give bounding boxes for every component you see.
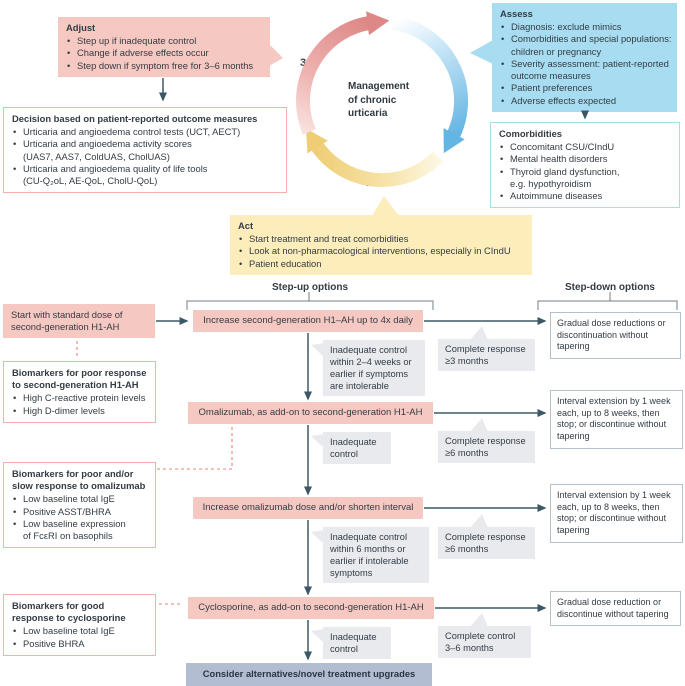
comorbidities-line: e.g. hypothyroidism: [510, 177, 592, 189]
adjust-item: • Step down if symptom free for 3–6 months: [66, 60, 262, 72]
inadequate-callout-4: Inadequate control: [323, 627, 391, 659]
act-title: Act: [238, 220, 254, 231]
cycle-arrow-2-yellow: [315, 143, 438, 180]
adjust-item: • Change if adverse effects occur: [66, 47, 262, 59]
dashed-biomarkers2-to-row2: [157, 426, 232, 469]
assess-line: • Diagnosis: exclude mimics: [500, 21, 669, 33]
start-box: Start with standard dose of second-generation H1-AH: [3, 304, 155, 338]
step-up-bracket: [187, 301, 433, 310]
decision-line: (CU-Q₂oL, AE-QoL, CholU-QoL): [23, 175, 158, 187]
inadequate-callout-1: Inadequate control within 2–4 weeks or earlier if symptoms are intolerable: [323, 340, 425, 396]
comorbidities-line: • Autoimmune diseases: [499, 190, 671, 202]
biomarkers-2-title: Biomarkers for poor and/or slow response to omalizumab: [12, 468, 146, 492]
complete-tail-2: [470, 418, 488, 432]
biomarkers-3-title: Biomarkers for good response to cyclosporine: [12, 600, 126, 624]
stepdown-box-2: Interval extension by 1 week each, up to 8 weeks, then stop; or discontinue without tapering: [550, 390, 683, 449]
inadequate-callout-2: Inadequate control: [323, 432, 391, 464]
biomarkers-2-line: • Low baseline expression: [12, 518, 147, 530]
biomarkers-1-line: • High D-dimer levels: [12, 405, 147, 417]
cycle-center-label: Management of chronic urticaria: [348, 81, 410, 119]
step-down-header: Step-down options: [565, 282, 655, 293]
assess-line: • Patient preferences: [500, 82, 669, 94]
comorbidities-line: • Concomitant CSU/CIndU: [499, 141, 671, 153]
assess-box: [492, 3, 677, 112]
biomarkers-2-line: • Low baseline total IgE: [12, 493, 147, 505]
biomarkers-box-2: [3, 462, 156, 548]
complete-tail-1: [470, 326, 488, 340]
comorbidities-line: • Thyroid gland dysfunction,: [499, 166, 671, 178]
complete-callout-3: Complete response ≥6 months: [438, 527, 535, 559]
biomarkers-box-1: [3, 361, 156, 423]
stepdown-box-3: Interval extension by 1 week each, up to 8 weeks, then stop; or discontinue without tapering: [550, 484, 683, 543]
adjust-title: Adjust: [66, 22, 96, 33]
act-item: • Look at non-pharmacological interventions, especially in CIndU: [238, 245, 524, 257]
assess-line: • Adverse effects expected: [500, 95, 669, 107]
comorbidities-box: [490, 122, 680, 208]
biomarkers-3-line: • Low baseline total IgE: [12, 625, 147, 637]
assess-line: outcome measures: [511, 70, 591, 82]
comorbidities-title: Comorbidities: [499, 128, 563, 139]
assess-line: • Severity assessment: patient-reported: [500, 58, 669, 70]
complete-callout-4: Complete control 3–6 months: [438, 626, 531, 658]
decision-line: • Urticaria and angioedema control tests (UCT, AECT): [12, 126, 278, 138]
complete-tail-4: [470, 613, 488, 627]
decision-title: Decision based on patient-reported outcome measures: [12, 113, 258, 124]
decision-box: [3, 107, 287, 193]
step-down-bracket: [538, 301, 677, 310]
decision-line: • Urticaria and angioedema activity scores: [12, 138, 278, 150]
act-box: [230, 215, 532, 275]
adjust-box: [58, 17, 270, 77]
cycle-step-2: 2: [366, 177, 373, 189]
step-row-4: Cyclosporine, as add-on to second-generation H1-AH: [188, 597, 434, 619]
stepdown-box-1: Gradual dose reductions or discontinuation without tapering: [550, 312, 681, 359]
complete-callout-2: Complete response ≥6 months: [438, 431, 535, 463]
cycle-step-1: 1: [444, 51, 451, 63]
adjust-tail: [269, 44, 283, 66]
assess-tail: [470, 40, 493, 64]
step-row-3: Increase omalizumab dose and/or shorten interval: [193, 497, 423, 519]
stepdown-box-4: Gradual dose reduction or discontinue without tapering: [550, 591, 681, 626]
final-box: Consider alternatives/novel treatment upgrades: [186, 663, 432, 686]
biomarkers-box-3: [3, 594, 156, 656]
comorbidities-line: • Mental health disorders: [499, 153, 671, 165]
complete-tail-3: [470, 514, 488, 528]
adjust-item: • Step up if inadequate control: [66, 35, 262, 47]
assess-line: • Comorbidities and special populations:: [500, 33, 669, 45]
biomarkers-2-line: of FcεRI on basophils: [23, 530, 113, 542]
biomarkers-2-line: • Positive ASST/BHRA: [12, 506, 147, 518]
biomarkers-3-line: • Positive BHRA: [12, 638, 147, 650]
complete-callout-1: Complete response ≥3 months: [438, 339, 535, 371]
decision-line: (UAS7, AAS7, ColdUAS, CholUAS): [23, 150, 170, 162]
step-up-header: Step-up options: [271, 282, 349, 293]
biomarkers-1-line: • High C-reactive protein levels: [12, 392, 147, 404]
act-tail: [372, 196, 399, 216]
assess-line: children or pregnancy: [511, 45, 602, 57]
inadequate-callout-3: Inadequate control within 6 months or earlier if intolerable symptoms: [323, 527, 429, 583]
cycle-step-3: 3: [300, 57, 307, 69]
act-item: • Patient education: [238, 258, 524, 270]
decision-line: • Urticaria and angioedema quality of life tools: [12, 163, 278, 175]
step-row-2: Omalizumab, as add-on to second-generation H1-AH: [188, 402, 433, 424]
step-row-1: Increase second-generation H1–AH up to 4x daily: [193, 310, 423, 332]
act-item: • Start treatment and treat comorbidities: [238, 233, 524, 245]
assess-title: Assess: [500, 8, 533, 19]
biomarkers-1-title: Biomarkers for poor response to second-generation H1-AH: [12, 367, 147, 391]
